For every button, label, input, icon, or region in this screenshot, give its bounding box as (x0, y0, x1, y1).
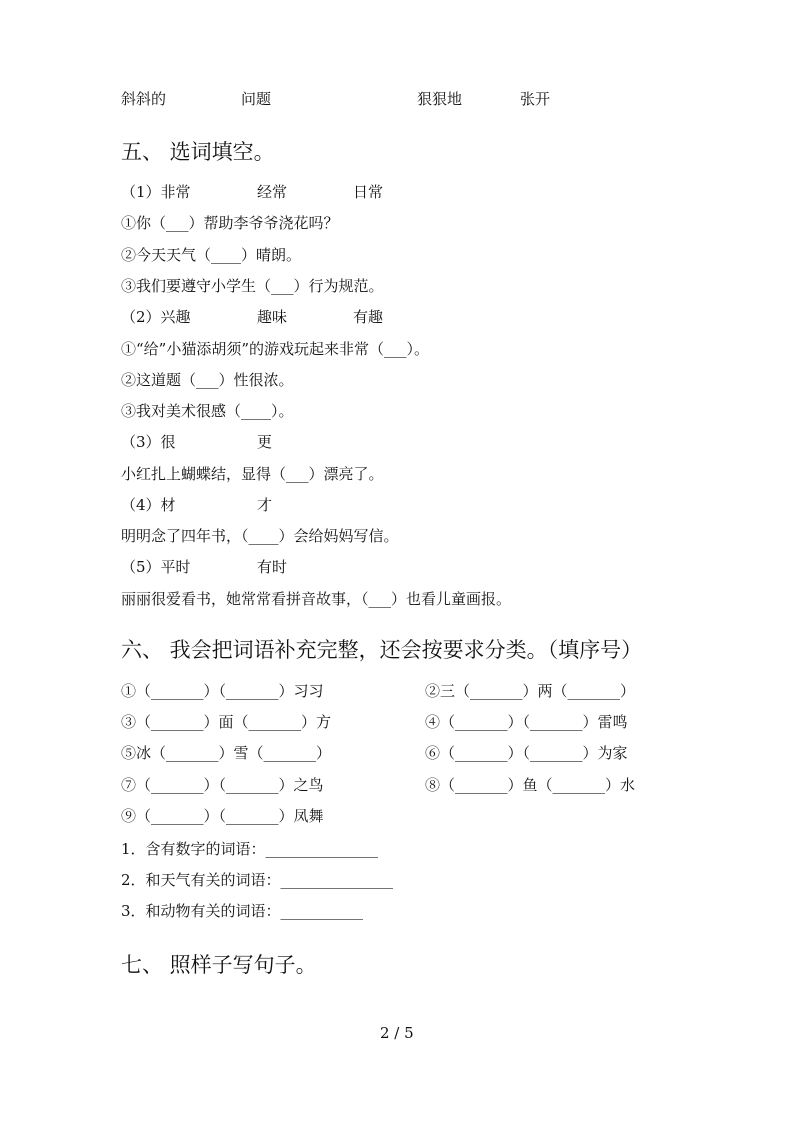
word-4: 张开 (520, 90, 551, 108)
page-number: 2 / 5 (380, 1024, 414, 1042)
question-3-1: 小红扎上蝴蝶结，显得（___）漂亮了。 (121, 465, 384, 483)
idiom-item-4: ④（_______）（_______）雷鸣 (425, 713, 628, 731)
option-2a: （2）兴趣 (121, 308, 191, 326)
word-2: 问题 (241, 90, 272, 108)
question-2-1: ①“给”小猫添胡须”的游戏玩起来非常（___）。 (121, 340, 430, 358)
classify-animals: 3．和动物有关的词语：___________ (121, 902, 364, 920)
option-4b: 才 (257, 496, 273, 514)
word-1: 斜斜的 (121, 90, 167, 108)
classify-weather: 2．和天气有关的词语：_______________ (121, 871, 394, 889)
section-5-title: 五、 选词填空。 (121, 140, 275, 164)
idiom-item-1: ①（_______）（_______）习习 (121, 682, 324, 700)
idiom-item-8: ⑧（_______）鱼（_______）水 (425, 776, 636, 794)
question-4-1: 明明念了四年书，（____）会给妈妈写信。 (121, 527, 399, 545)
option-5b: 有时 (257, 558, 288, 576)
idiom-item-6: ⑥（_______）（_______）为家 (425, 744, 628, 762)
idiom-item-5: ⑤冰（_______）雪（_______） (121, 744, 332, 762)
option-1c: 日常 (353, 183, 384, 201)
section-7-title: 七、 照样子写句子。 (121, 953, 317, 977)
section-6-title: 六、 我会把词语补充完整，还会按要求分类。（填序号） (121, 638, 643, 662)
option-2c: 有趣 (353, 308, 384, 326)
option-1a: （1）非常 (121, 183, 191, 201)
classify-numbers: 1．含有数字的词语：_______________ (121, 840, 379, 858)
question-1-2: ②今天天气（____）晴朗。 (121, 246, 302, 264)
word-3: 狠狠地 (417, 90, 463, 108)
option-4a: （4）材 (121, 496, 176, 514)
question-5-1: 丽丽很爱看书，她常常看拼音故事，（___）也看儿童画报。 (121, 590, 512, 608)
option-1b: 经常 (257, 183, 288, 201)
idiom-item-2: ②三（_______）两（_______） (425, 682, 636, 700)
idiom-item-9: ⑨（_______）（_______）凤舞 (121, 807, 324, 825)
option-5a: （5）平时 (121, 558, 191, 576)
option-2b: 趣味 (257, 308, 288, 326)
question-1-1: ①你（___）帮助李爷爷浇花吗？ (121, 214, 339, 232)
question-2-3: ③我对美术很感（____）。 (121, 402, 294, 420)
question-1-3: ③我们要遵守小学生（___）行为规范。 (121, 277, 384, 295)
idiom-item-3: ③（_______）面（_______）方 (121, 713, 332, 731)
option-3b: 更 (257, 433, 273, 451)
option-3a: （3）很 (121, 433, 176, 451)
idiom-item-7: ⑦（_______）（_______）之鸟 (121, 776, 324, 794)
question-2-2: ②这道题（___）性很浓。 (121, 371, 294, 389)
